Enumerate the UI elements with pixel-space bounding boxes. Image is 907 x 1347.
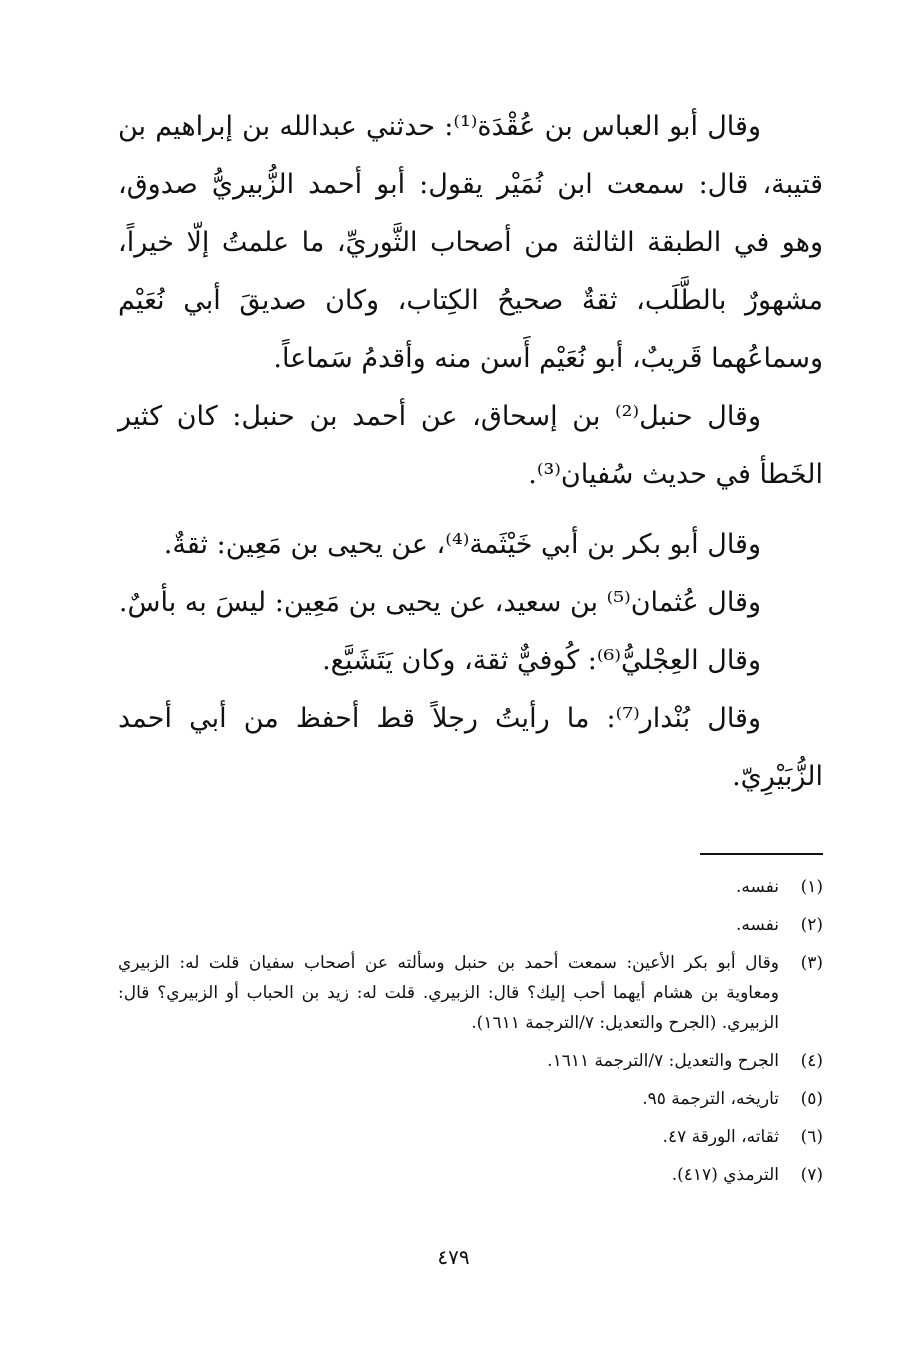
footnote-text: نفسه. (735, 877, 779, 897)
footnote-number: (٤) (800, 1051, 823, 1071)
footnote-text: الجرح والتعديل: ٧/الترجمة ١٦١١. (547, 1051, 779, 1071)
footnote-3 (118, 948, 823, 1038)
main-text (118, 98, 823, 806)
footnote-separator (700, 853, 823, 855)
paragraph-ijli: وقال العِجْليُّ⁽⁶⁾: كُوفيٌّ ثقة، وكان يَتَشَيَّع. (322, 645, 761, 676)
footnote-text: الترمذي (٤١٧). (671, 1165, 779, 1185)
footnote-7 (118, 1160, 823, 1190)
footnote-number: (١) (800, 877, 823, 897)
footnote-number: (٦) (800, 1127, 823, 1147)
footnote-number: (٧) (800, 1165, 823, 1185)
footnote-2 (118, 910, 823, 940)
footnote-number: (٣) (800, 953, 823, 973)
footnote-text: نفسه. (735, 915, 779, 935)
paragraph-uthman: وقال عُثمان⁽⁵⁾ بن سعيد، عن يحيى بن مَعِين: ليسَ به بأسٌ. (118, 587, 761, 618)
footnote-1 (118, 872, 823, 902)
footnote-4 (118, 1046, 823, 1076)
footnote-6 (118, 1122, 823, 1152)
footnotes (118, 872, 823, 1198)
paragraph-hanbal: وقال حنبل⁽²⁾ بن إسحاق، عن أحمد بن حنبل: كان كثير الخَطأ في حديث سُفيان⁽³⁾. (118, 401, 823, 490)
footnote-number: (٢) (800, 915, 823, 935)
footnote-text: ثقاته، الورقة ٤٧. (662, 1127, 779, 1147)
page-number: ٤٧٩ (437, 1245, 470, 1269)
footnote-text: تاريخه، الترجمة ٩٥. (642, 1089, 779, 1109)
paragraph-ibn-uqda: وقال أبو العباس بن عُقْدَة⁽¹⁾: حدثني عبدالله بن إبراهيم بن قتيبة، قال: سمعت ابن نُمَيْر يقول: أبو أحمد الزُّبيريُّ صدوق، وهو في الطبقة الثالثة من أصحاب الثَّوريِّ، ما علمتُ إلّا خيراً، مشهورٌ بالطَّلَب، ثقةٌ صحيحُ الكِتاب، وكان صديقَ أبي نُعَيْم وسماعُهما قَريبٌ، أبو نُعَيْم أَسن منه وأقدمُ سَماعاً. (118, 111, 823, 374)
footnote-text: وقال أبو بكر الأعين: سمعت أحمد بن حنبل وسألته عن أصحاب سفيان قلت له: الزبيري ومعاوية بن هشام أيهما أحب إليك؟ قال: الزبيري. قلت له: زيد بن الحباب أو الزبيري؟ قال: الزبيري. (الجرح والتعديل: ٧/الترجمة ١٦١١). (118, 953, 779, 1033)
paragraph-bundar: وقال بُنْدار⁽⁷⁾: ما رأيتُ رجلاً قط أحفظ من أبي أحمد الزُّبَيْرِيّ. (118, 703, 823, 792)
footnote-5 (118, 1084, 823, 1114)
paragraph-abu-bakr: وقال أبو بكر بن أبي خَيْثَمة⁽⁴⁾، عن يحيى بن مَعِين: ثقةٌ. (163, 529, 761, 560)
footnote-number: (٥) (800, 1089, 823, 1109)
